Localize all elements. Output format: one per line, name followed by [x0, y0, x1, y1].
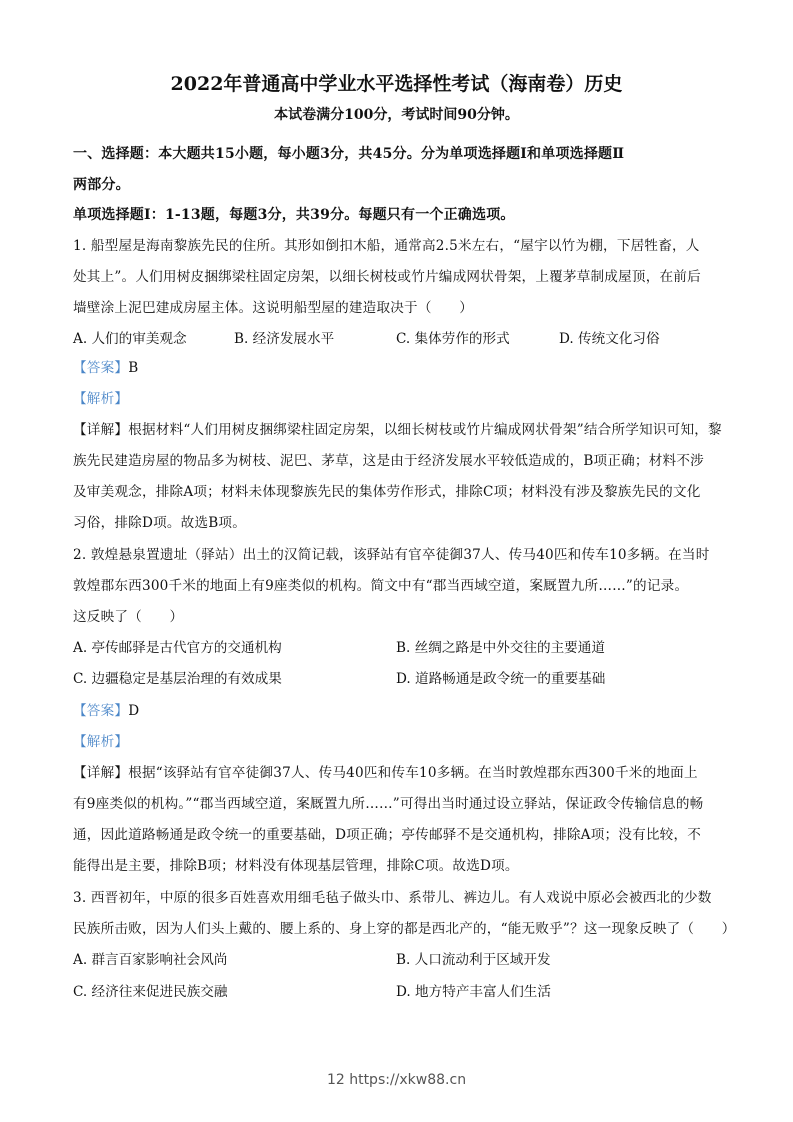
exam-info: 本试卷满分100分，考试时间90分钟。	[274, 107, 519, 123]
option-b: B. 经济发展水平	[234, 331, 335, 347]
option-a: A. 人们的审美观念	[73, 331, 187, 347]
answer-value: D	[128, 703, 140, 719]
detail-label: 【详解】	[73, 422, 129, 438]
question-stem-line: 这反映了（ ）	[73, 609, 184, 625]
option-a: A. 亭传邮驿是古代官方的交通机构	[73, 640, 282, 656]
sub-heading: 单项选择题Ⅰ：1-13题，每题3分，共39分。每题只有一个正确选项。	[73, 207, 515, 223]
option-a: A. 群言百家影响社会风尚	[73, 952, 228, 968]
section-heading-line2: 两部分。	[73, 177, 130, 193]
detail-line: 及审美观念，排除A项；材料未体现黎族先民的集体劳作形式，排除C项；材料没有涉及黎族先民的文化	[73, 484, 701, 500]
detail-line: 能得出是主要，排除B项；材料没有体现基层管理，排除C项。故选D项。	[73, 858, 519, 874]
page-footer: 12 https://xkw88.cn	[326, 1072, 467, 1088]
analysis-label: 【解析】	[73, 734, 129, 750]
answer-label: 【答案】	[73, 703, 129, 719]
page-title: 2022年普通高中学业水平选择性考试（海南卷）历史	[170, 73, 623, 95]
detail-line: 通，因此道路畅通是政令统一的重要基础，D项正确；亭传邮驿不是交通机构，排除A项；没有比较，不	[73, 827, 702, 843]
answer-label: 【答案】	[73, 360, 129, 376]
analysis-row	[73, 389, 723, 409]
analysis-label: 【解析】	[73, 391, 129, 407]
option-b: B. 丝绸之路是中外交往的主要通道	[396, 640, 605, 656]
question-stem-line: 敦煌郡东西300千米的地面上有9座类似的机构。简文中有“郡当西域空道，案厩置九所……”的记录。	[73, 578, 689, 594]
question-stem-line: 3. 西晋初年，中原的很多百姓喜欢用细毛毡子做头巾、系带儿、裤边儿。有人戏说中原必会被西北的少数	[73, 890, 712, 906]
detail-line: 有9座类似的机构。”“郡当西域空道，案厩置九所……”可得出当时通过设立驿站，保证政令传输信息的畅	[73, 796, 704, 812]
question-stem-line: 1. 船型屋是海南黎族先民的住所。其形如倒扣木船，通常高2.5米左右，“屋宇以竹为棚，下居牲畜，人	[73, 238, 700, 254]
question-stem-line: 墙壁涂上泥巴建成房屋主体。这说明船型屋的建造取决于（ ）	[73, 300, 474, 316]
option-d: D. 地方特产丰富人们生活	[396, 984, 551, 1000]
option-c: C. 集体劳作的形式	[396, 331, 510, 347]
detail-label: 【详解】	[73, 765, 129, 781]
detail-line: 族先民建造房屋的物品多为树枝、泥巴、茅草，这是由于经济发展水平较低造成的，B项正确；材料不涉	[73, 453, 704, 469]
detail-line: 习俗，排除D项。故选B项。	[73, 515, 247, 531]
answer-row	[73, 701, 723, 721]
option-d: D. 传统文化习俗	[559, 331, 660, 347]
question-stem-line: 处其上”。人们用树皮捆绑梁柱固定房架，以细长树枝或竹片编成网状骨架，上覆茅草制成屋顶，在前后	[73, 269, 701, 285]
option-c: C. 经济往来促进民族交融	[73, 984, 228, 1000]
option-c: C. 边疆稳定是基层治理的有效成果	[73, 671, 282, 687]
question-stem-line: 民族所击败，因为人们头上戴的、腰上系的、身上穿的都是西北产的，“能无败乎”？这一现象反映了（ ）	[73, 921, 736, 937]
detail-line	[73, 420, 723, 440]
analysis-row	[73, 732, 723, 752]
option-d: D. 道路畅通是政令统一的重要基础	[396, 671, 606, 687]
detail-text: 根据材料“人们用树皮捆绑梁柱固定房架，以细长树枝或竹片编成网状骨架”结合所学知识可知，黎	[128, 422, 722, 438]
detail-text: 根据“该驿站有官卒徒御37人、传马40匹和传车10多辆。在当时敦煌郡东西300千米的地面上	[128, 765, 698, 781]
answer-value: B	[128, 360, 139, 376]
detail-line	[73, 763, 723, 783]
question-stem-line: 2. 敦煌悬泉置遗址（驿站）出土的汉简记载，该驿站有官卒徒御37人、传马40匹和传车10多辆。在当时	[73, 547, 710, 563]
section-heading-line1: 一、选择题：本大题共15小题，每小题3分，共45分。分为单项选择题Ⅰ和单项选择题Ⅱ	[73, 146, 625, 162]
option-b: B. 人口流动利于区域开发	[396, 952, 551, 968]
answer-row	[73, 358, 723, 378]
